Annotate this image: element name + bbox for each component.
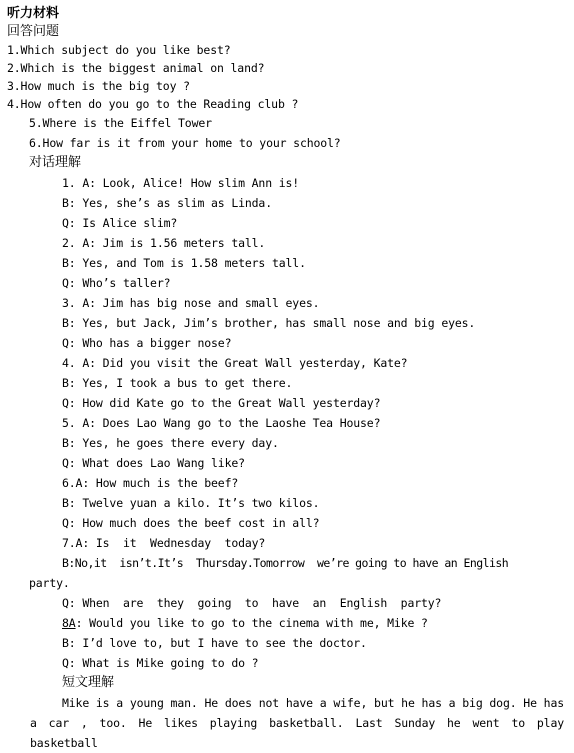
dialogue-line: Q: How much does the beef cost in all?: [62, 516, 320, 530]
dialogue-line: Q: What is Mike going to do ?: [62, 656, 259, 670]
question-6: 6.How far is it from your home to your school?: [29, 136, 341, 150]
question-4: 4.How often do you go to the Reading club ?: [7, 97, 299, 111]
dialogue-line: 3. A: Jim has big nose and small eyes.: [62, 296, 320, 310]
passage-paragraph: Mike is a young man. He does not have a wife, but he has a big dog. He has a car , too. He likes playing basketball. Last Sunday he went to play basketball: [30, 696, 564, 750]
dialogue-line: B: Twelve yuan a kilo. It’s two kilos.: [62, 496, 320, 510]
dialogue-line: B: Yes, I took a bus to get there.: [62, 376, 293, 390]
section-heading-passage: 短文理解: [62, 675, 115, 690]
question-5: 5.Where is the Eiffel Tower: [29, 116, 212, 130]
section-heading-dialogue: 对话理解: [29, 155, 82, 170]
dialogue-line-text: : Would you like to go to the cinema with me, Mike ?: [75, 616, 428, 630]
dialogue-line: 6.A: How much is the beef?: [62, 476, 239, 490]
dialogue-line: [0, 613, 574, 633]
dialogue-line: 1. A: Look, Alice! How slim Ann is!: [62, 176, 300, 190]
dialogue-line: B:No,it isn’t.It’s Thursday.Tomorrow we’re going to have an English: [62, 556, 509, 570]
dialogue-line: B: Yes, he goes there every day.: [62, 436, 279, 450]
dialogue-line: Q: What does Lao Wang like?: [62, 456, 245, 470]
dialogue-line: 4. A: Did you visit the Great Wall yesterday, Kate?: [62, 356, 408, 370]
section-heading-answer-questions: 回答问题: [7, 24, 60, 39]
dialogue-line: B: Yes, she’s as slim as Linda.: [62, 196, 272, 210]
dialogue-line: 7.A: Is it Wednesday today?: [62, 536, 266, 550]
document-title: 听力材料: [7, 6, 60, 21]
dialogue-line: Q: Who’s taller?: [62, 276, 171, 290]
dialogue-number-8: 8A: [62, 616, 76, 630]
dialogue-line: Q: Who has a bigger nose?: [62, 336, 232, 350]
question-3: 3.How much is the big toy ?: [7, 79, 190, 93]
dialogue-line-continuation: party.: [29, 576, 70, 590]
question-1: 1.Which subject do you like best?: [7, 43, 231, 57]
question-2: 2.Which is the biggest animal on land?: [7, 61, 265, 75]
dialogue-line: B: Yes, and Tom is 1.58 meters tall.: [62, 256, 306, 270]
dialogue-line: Q: When are they going to have an English party?: [62, 596, 442, 610]
dialogue-line: B: I’d love to, but I have to see the doctor.: [62, 636, 367, 650]
dialogue-line: 5. A: Does Lao Wang go to the Laoshe Tea House?: [62, 416, 381, 430]
dialogue-line: Q: How did Kate go to the Great Wall yesterday?: [62, 396, 381, 410]
dialogue-line: 2. A: Jim is 1.56 meters tall.: [62, 236, 266, 250]
dialogue-line: Q: Is Alice slim?: [62, 216, 178, 230]
dialogue-line: B: Yes, but Jack, Jim’s brother, has small nose and big eyes.: [62, 316, 476, 330]
